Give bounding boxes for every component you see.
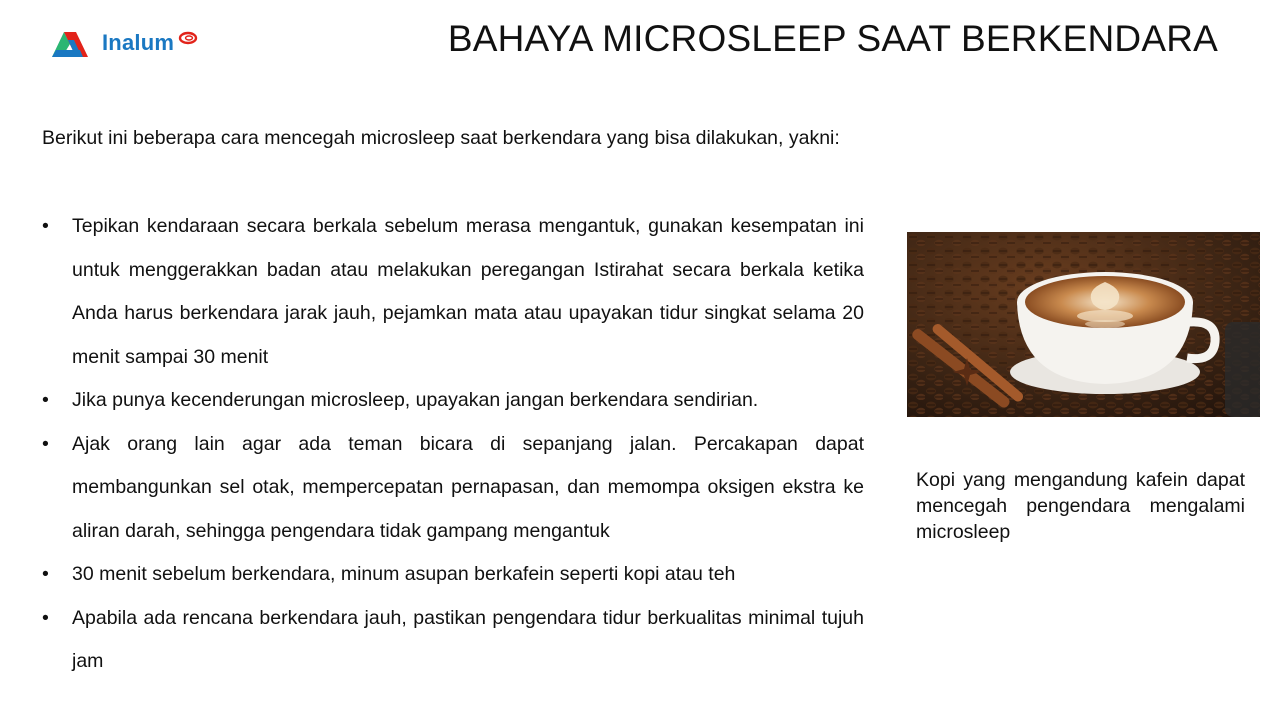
tips-list bbox=[42, 205, 864, 684]
list-item-text: Jika punya kecenderungan microsleep, upayakan jangan berkendara sendirian. bbox=[72, 389, 759, 411]
list-item bbox=[42, 205, 864, 379]
page-title: BAHAYA MICROSLEEP SAAT BERKENDARA bbox=[447, 18, 1218, 59]
bullet-marker: • bbox=[42, 389, 49, 411]
inalum-mark-icon bbox=[50, 28, 96, 58]
list-item bbox=[42, 597, 864, 684]
list-item-text: Apabila ada rencana berkendara jauh, pastikan pengendara tidur berkualitas minimal tujuh jam bbox=[72, 606, 864, 672]
bullet-marker: • bbox=[42, 606, 49, 629]
list-item-text: Ajak orang lain agar ada teman bicara di sepanjang jalan. Percakapan dapat membangunkan sel otak, mempercepatan pernapasan, dan memompa oksigen ekstra ke aliran darah, sehingga pengendara tidak gampang mengantuk bbox=[72, 432, 864, 542]
inalum-logo bbox=[50, 26, 230, 60]
coffee-photo bbox=[907, 232, 1260, 417]
list-item bbox=[42, 553, 864, 597]
latte-coffee-image bbox=[907, 232, 1260, 417]
bullet-marker: • bbox=[42, 432, 49, 455]
logo-swirl-icon bbox=[178, 31, 198, 45]
list-item-text: 30 menit sebelum berkendara, minum asupan berkafein seperti kopi atau teh bbox=[72, 563, 736, 585]
logo-text: Inalum bbox=[102, 30, 175, 55]
list-item bbox=[42, 379, 864, 423]
bullet-marker: • bbox=[42, 215, 49, 237]
intro-paragraph: Berikut ini beberapa cara mencegah microsleep saat berkendara yang bisa dilakukan, yakni: bbox=[42, 127, 840, 149]
list-item bbox=[42, 423, 864, 554]
list-item-text: Tepikan kendaraan secara berkala sebelum merasa mengantuk, gunakan kesempatan ini untuk menggerakkan badan atau melakukan peregangan Istirahat secara berkala ketika Anda harus berkendara jarak jauh, pejamkan mata atau upayakan tidur singkat selama 20 menit sampai 30 menit bbox=[72, 215, 864, 368]
bullet-marker: • bbox=[42, 563, 49, 585]
photo-caption: Kopi yang mengandung kafein dapat mencegah pengendara mengalami microsleep bbox=[916, 469, 1245, 543]
